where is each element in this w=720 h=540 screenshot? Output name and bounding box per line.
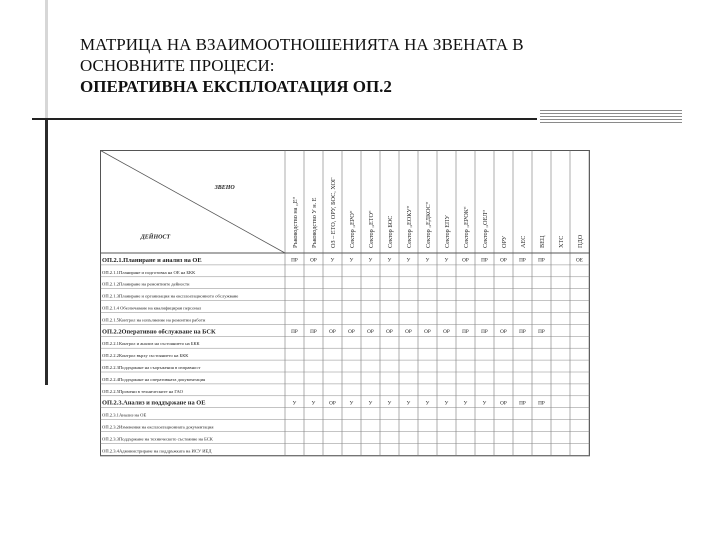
row-label-1: ОП.2.1.Планиране и анализ на ОЕ — [102, 256, 202, 264]
matrix-cell-value: ОЕ — [576, 257, 583, 264]
matrix-cell-value: ОР — [500, 329, 507, 336]
row-label-11: ОП.2.2.4Поддържане на оперативната документация — [102, 376, 206, 382]
row-label-5: ОП.2.1.4 Обезпечаване на квалифициран персонал — [102, 305, 202, 311]
matrix-cell-value: ОР — [386, 329, 393, 336]
matrix-cell-value: ПР — [291, 257, 298, 264]
hatched-accent-band — [540, 110, 682, 124]
matrix-cell-value: ОР — [310, 257, 317, 264]
matrix-cell-value: У — [292, 400, 297, 407]
matrix-cell-value: У — [463, 400, 468, 407]
matrix-cell-value: У — [425, 400, 430, 407]
row-label-2: ОП.2.1.1Планиране и подготовка на ОЕ на БКК — [102, 269, 196, 275]
title-line-3: ОПЕРАТИВНА ЕКСПЛОАТАЦИЯ ОП.2 — [80, 77, 392, 96]
matrix-cell-value: У — [368, 400, 373, 407]
corner-label-activity: ДЕЙНОСТ — [140, 234, 171, 241]
column-header-9: Сектор ЕПУ — [444, 215, 451, 248]
matrix-cell-value: ОР — [424, 329, 431, 336]
matrix-cell-value: У — [349, 257, 354, 264]
column-header-12: ОРУ — [501, 235, 508, 248]
matrix-cell-value: ОР — [329, 329, 336, 336]
matrix-cell-value: ОР — [443, 329, 450, 336]
row-label-9: ОП.2.2.2Контрол върху състоянието на БКК — [102, 353, 189, 359]
title-divider — [32, 118, 537, 120]
matrix-cell-value: ПР — [519, 329, 526, 336]
column-header-3: ОЗ – ЕТО, ОРУ, БОС, ХОГ — [330, 177, 337, 248]
row-label-15: ОП.2.3.2Изменения на експлоатационната документация — [102, 424, 214, 430]
column-header-14: ВЕЦ — [539, 235, 546, 248]
relationship-matrix — [100, 150, 590, 460]
corner-label-unit: ЗВЕНО — [214, 185, 235, 192]
matrix-cell-value: ПР — [462, 329, 469, 336]
matrix-cell-value: ПР — [519, 400, 526, 407]
matrix-cell-value: ОР — [462, 257, 469, 264]
matrix-cell-value: ПР — [519, 257, 526, 264]
matrix-cell-value: У — [444, 257, 449, 264]
matrix-cell-value: ПР — [291, 329, 298, 336]
matrix-cell-value: У — [482, 400, 487, 407]
row-label-3: ОП.2.1.2Планиране на ремонтните дейности — [102, 281, 190, 287]
matrix-cell-value: У — [387, 257, 392, 264]
title-line-2: ОСНОВНИТЕ ПРОЦЕСИ: — [80, 56, 275, 75]
column-header-1: Ръководство на „Е“ — [292, 196, 299, 248]
column-header-2: Ръководство У н. Е — [311, 197, 318, 248]
matrix-cell-value: ОР — [405, 329, 412, 336]
row-label-4: ОП.2.1.3Планиране и организация на експлоатационното обслужване — [102, 293, 239, 299]
left-accent-bar — [45, 120, 48, 385]
column-header-7: Сектор „ЕОКУ“ — [406, 205, 413, 248]
column-header-8: Сектор „ЕДКОС“ — [425, 201, 432, 248]
matrix-cell-value: У — [406, 257, 411, 264]
matrix-cell-value: У — [311, 400, 316, 407]
row-label-7: ОП.2.2Оперативно обслужване на БСК — [102, 328, 216, 336]
column-header-4: Сектор „ЕРО“ — [349, 210, 356, 248]
matrix-border — [101, 151, 590, 456]
column-header-13: АЕС — [520, 235, 527, 248]
column-header-6: Сектор БОС — [387, 215, 394, 248]
matrix-cell-value: ОР — [348, 329, 355, 336]
row-label-17: ОП.2.3.4Администриране на поддръжката на ИСУ ИЕД — [102, 448, 212, 454]
matrix-cell-value: ПР — [310, 329, 317, 336]
title-line-1: МАТРИЦА НА ВЗАИМООТНОШЕНИЯТА НА ЗВЕНАТА В — [80, 35, 524, 54]
header-diagonal — [101, 151, 286, 254]
matrix-cell-value: ПР — [538, 400, 545, 407]
matrix-cell-value: У — [368, 257, 373, 264]
matrix-cell-value: ПР — [538, 257, 545, 264]
row-label-16: ОП.2.3.3Поддържане на техническото състояние на БСК — [102, 436, 213, 442]
column-header-15: ХТС — [558, 235, 565, 248]
matrix-cell-value: ПР — [481, 257, 488, 264]
matrix-cell-value: ПР — [538, 329, 545, 336]
matrix-cell-value: У — [387, 400, 392, 407]
row-label-13: ОП.2.3.Анализ и поддържане на ОЕ — [102, 399, 206, 407]
matrix-cell-value: ОР — [329, 400, 336, 407]
slide-title — [80, 34, 680, 97]
column-header-5: Сектор „ЕТО“ — [368, 210, 375, 248]
row-label-6: ОП.2.1.5Контрол на изпълнение на ремонтни работи — [102, 317, 206, 323]
column-header-10: Сектор „ЕРОК“ — [463, 206, 470, 248]
row-label-10: ОП.2.2.3Поддържане на съоръжения в изправност — [102, 365, 201, 370]
matrix-cell-value: ОР — [367, 329, 374, 336]
matrix-cell-value: ПР — [481, 329, 488, 336]
left-accent-bar-top — [45, 0, 48, 120]
matrix-cell-value: У — [425, 257, 430, 264]
matrix-cell-value: У — [330, 257, 335, 264]
column-header-11: Сектор „ОЕЛ“ — [482, 209, 489, 248]
matrix-cell-value: У — [349, 400, 354, 407]
row-label-8: ОП.2.2.1Контрол и анализ на състоянието на БКК — [102, 341, 200, 347]
row-label-14: ОП.2.3.1Анализ на ОЕ — [102, 412, 147, 418]
column-header-16: ПДО — [577, 234, 584, 248]
row-label-12: ОП.2.2.5Промени в техническите на ГАО — [102, 388, 183, 394]
matrix-cell-value: У — [406, 400, 411, 407]
matrix-cell-value: У — [444, 400, 449, 407]
matrix-cell-value: ОР — [500, 400, 507, 407]
matrix-cell-value: ОР — [500, 257, 507, 264]
